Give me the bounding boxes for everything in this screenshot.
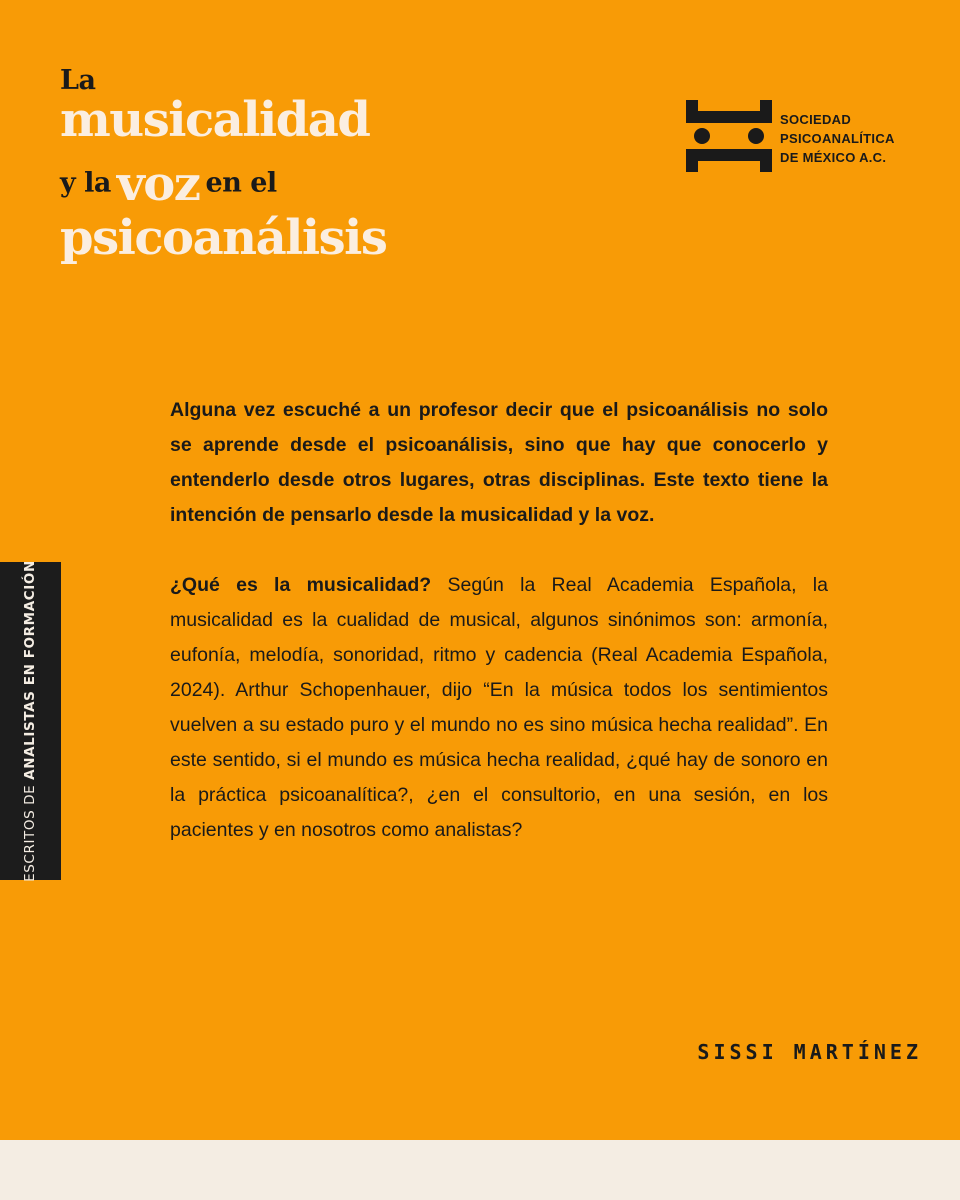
author-name: SISSI MARTÍNEZ bbox=[697, 1040, 922, 1064]
title-word-psicoanalisis: psicoanálisis bbox=[60, 209, 387, 266]
spm-logo-icon bbox=[686, 100, 772, 172]
title-word-voz: voz bbox=[116, 155, 200, 212]
society-name-line-3: DE MÉXICO A.C. bbox=[780, 150, 887, 165]
series-label bbox=[22, 560, 38, 882]
title-word-musicalidad: musicalidad bbox=[60, 92, 370, 148]
society-name-line-2: PSICOANALÍTICA bbox=[780, 131, 895, 146]
title-word-la: La bbox=[60, 65, 96, 96]
title-word-y-la: y la bbox=[60, 167, 111, 199]
question-heading: ¿Qué es la musicalidad? bbox=[170, 574, 432, 596]
society-name bbox=[780, 110, 895, 167]
paragraph-text: Según la Real Academia Española, la musicalidad es la cualidad de musical, algunos sinónimos son: armonía, eufonía, melodía, sonoridad, ritmo y cadencia (Real Academia Española, 2024). Arthur Schopenhauer, dijo “En la música todos los sentimientos vuelven a su estado puro y el mundo no es sino música hecha realidad”. En este sentido, si el mundo es música hecha realidad, ¿qué hay de sonoro en la práctica psicoanalítica?, ¿en el consultorio, en una sesión, en los pacientes y en nosotros como analistas? bbox=[170, 574, 828, 841]
main-paragraph bbox=[170, 568, 828, 848]
series-label-bold: ANALISTAS EN FORMACIÓN bbox=[22, 560, 38, 780]
title-word-en-el: en el bbox=[205, 167, 277, 199]
series-label-light: ESCRITOS DE bbox=[22, 779, 38, 882]
intro-paragraph: Alguna vez escuché a un profesor decir que el psicoanálisis no solo se aprende desde el psicoanálisis, sino que hay que conocerlo y entenderlo desde otros lugares, otras disciplinas. Este texto tiene la intención de pensarlo desde la musicalidad y la voz. bbox=[170, 399, 828, 526]
bottom-band bbox=[0, 1140, 960, 1200]
society-name-line-1: SOCIEDAD bbox=[780, 112, 852, 127]
article-title bbox=[60, 66, 386, 278]
article-body bbox=[170, 393, 828, 848]
